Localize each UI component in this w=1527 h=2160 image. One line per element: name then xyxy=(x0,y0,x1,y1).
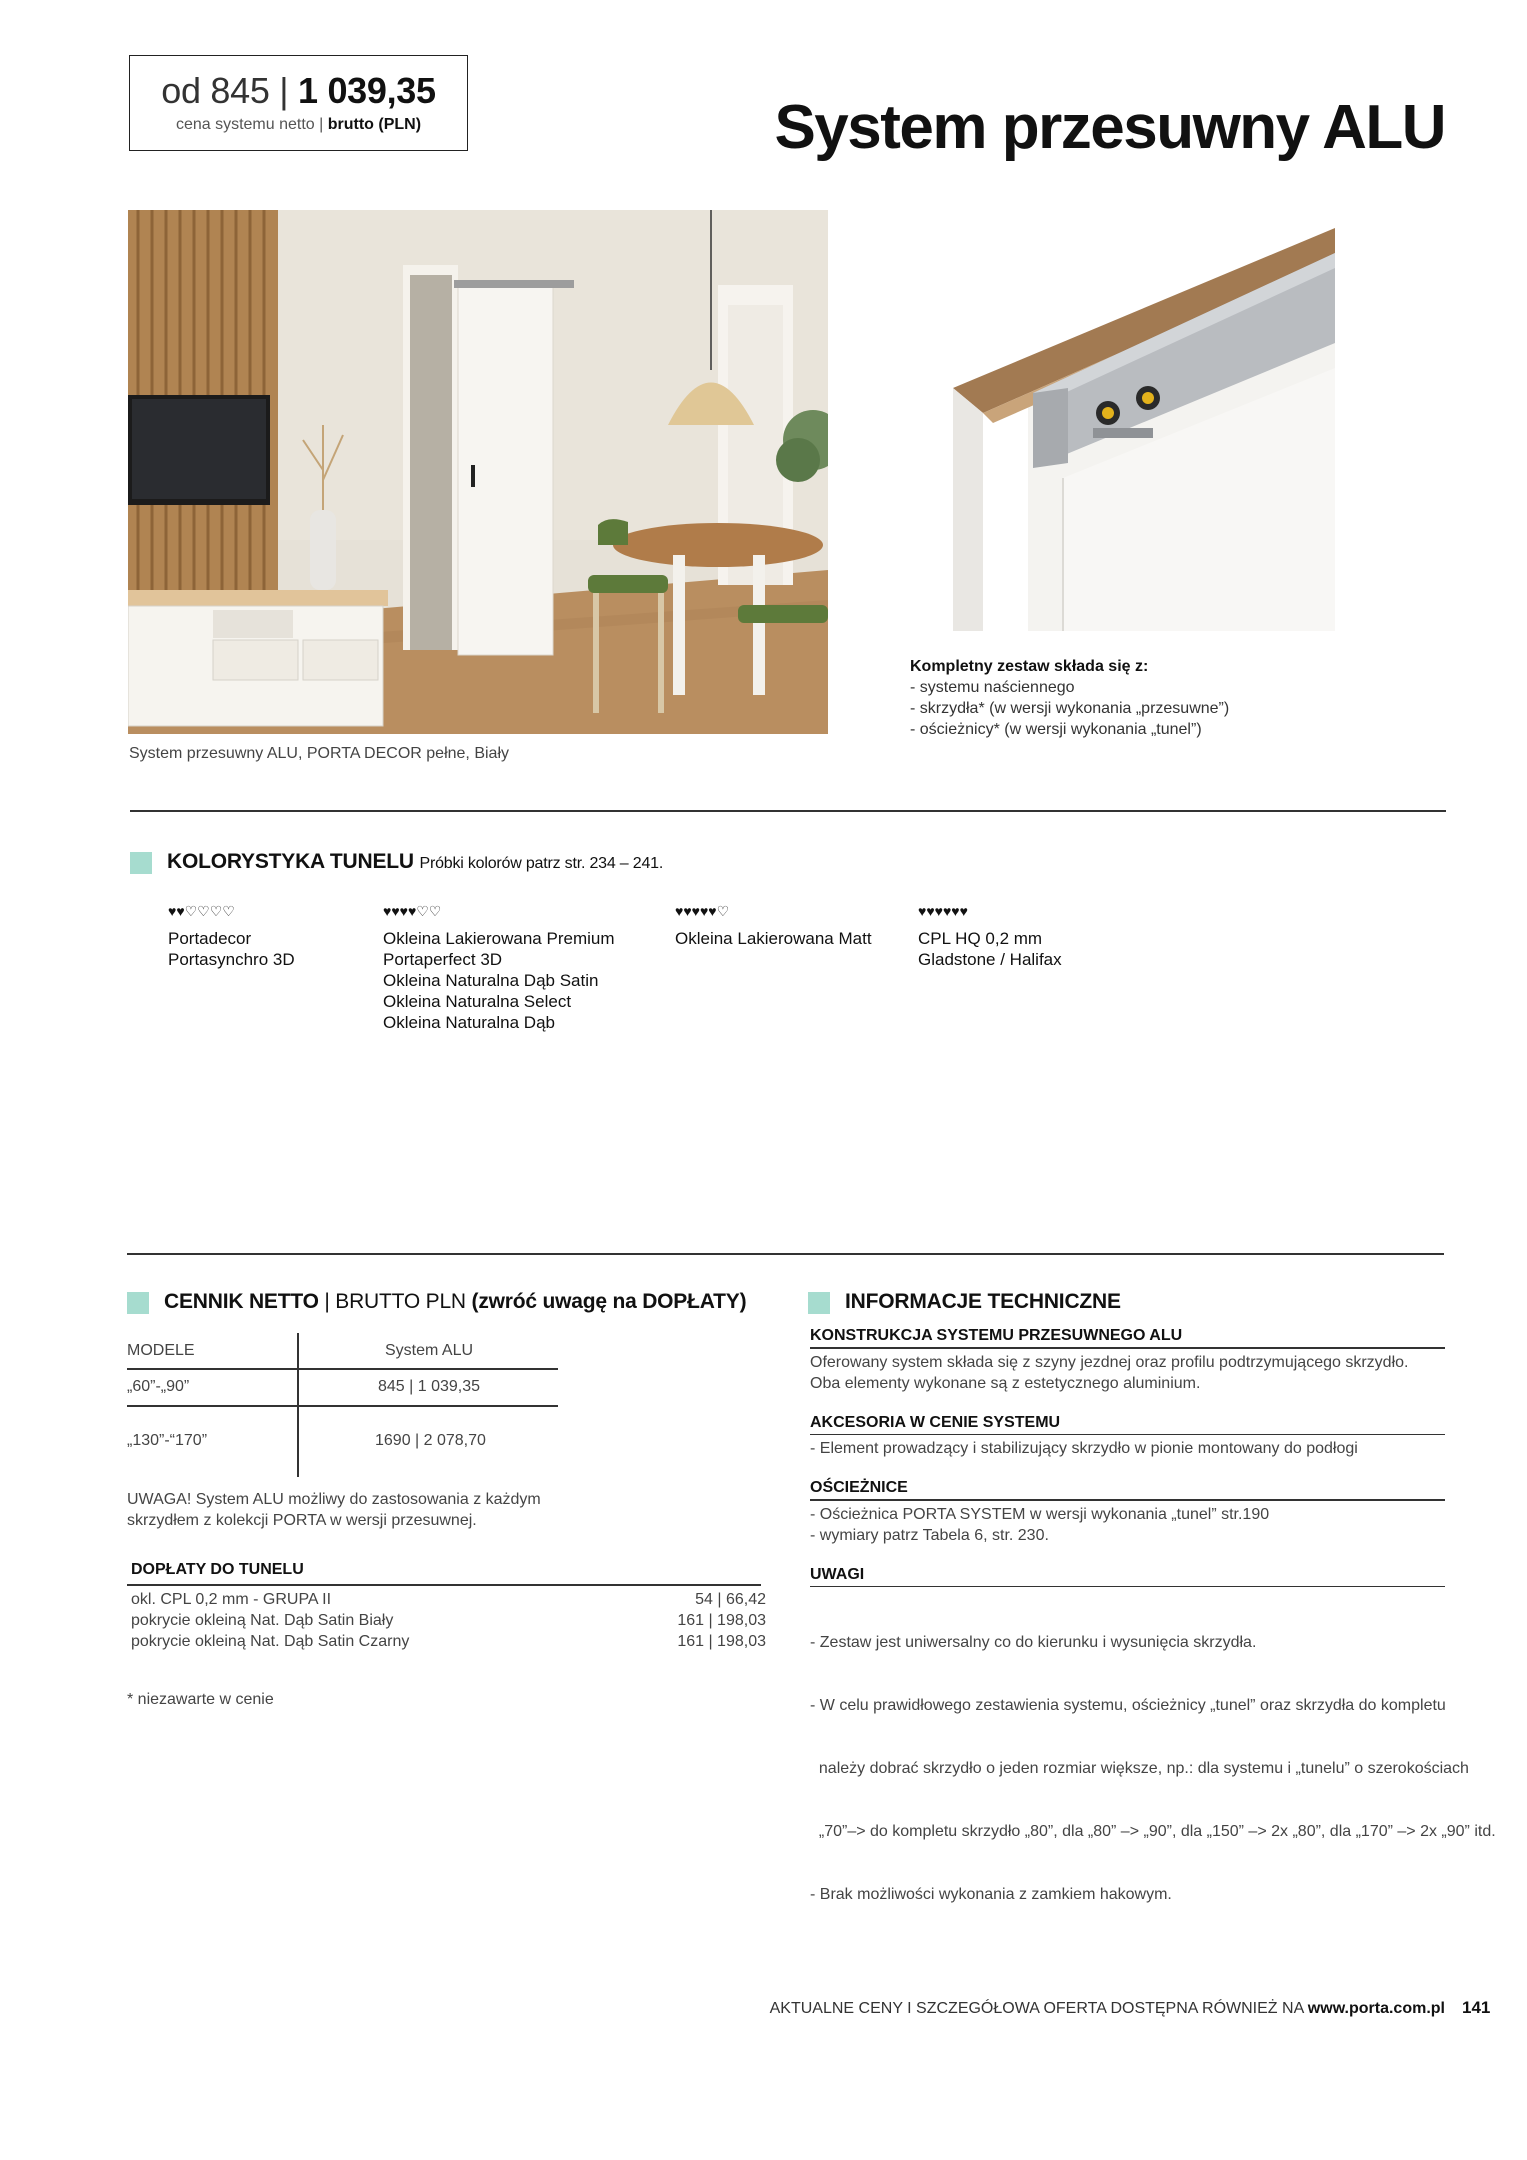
pricing-heading xyxy=(164,1290,746,1314)
tech-section-title: UWAGI xyxy=(810,1565,865,1583)
product-detail-image xyxy=(933,228,1335,631)
table-row-model: „60”-„90” xyxy=(127,1378,190,1395)
price-main xyxy=(130,70,467,112)
color-option: Okleina Naturalna Dąb Satin xyxy=(383,971,599,990)
surcharge-label: pokrycie okleiną Nat. Dąb Satin Czarny xyxy=(131,1633,410,1650)
tech-section-line xyxy=(810,1499,1445,1501)
color-option: Okleina Lakierowana Premium xyxy=(383,929,615,948)
section-marker-square xyxy=(130,852,152,874)
table-row-model: „130”-“170” xyxy=(127,1432,208,1449)
color-group xyxy=(383,901,615,1033)
kit-list xyxy=(910,656,1229,740)
sliding-rail-illustration xyxy=(933,228,1335,631)
price-box xyxy=(129,55,468,151)
rating-hearts-icon: ♥♥♡♡♡♡ xyxy=(168,903,235,919)
tech-line: - Zestaw jest uniwersalny co do kierunku i wysunięcia skrzydła. xyxy=(810,1634,1257,1651)
rating-hearts-icon: ♥♥♥♥♥♥ xyxy=(918,903,968,919)
tech-line: „70”–> do kompletu skrzydło „80”, dla „80” –> „90”, dla „150” –> 2x „80”, dla „170” –> 2x „90” itd. xyxy=(810,1823,1496,1840)
kit-item: - skrzydła* (w wersji wykonania „przesuwne”) xyxy=(910,700,1230,717)
footnote: * niezawarte w cenie xyxy=(127,1691,274,1708)
footer-text: AKTUALNE CENY I SZCZEGÓŁOWA OFERTA DOSTĘPNA RÓWNIEŻ NA xyxy=(769,2000,1308,2017)
tech-section-line xyxy=(810,1434,1445,1436)
table-header-system: System ALU xyxy=(385,1342,474,1359)
rating-hearts-icon: ♥♥♥♥♡♡ xyxy=(383,903,442,919)
warning-line: UWAGA! System ALU możliwy do zastosowania z każdym xyxy=(127,1491,541,1508)
color-option: Portasynchro 3D xyxy=(168,950,295,969)
tech-section-title: AKCESORIA W CENIE SYSTEMU xyxy=(810,1413,1061,1431)
tech-section-line xyxy=(810,1347,1445,1349)
price-sub-label xyxy=(130,116,467,134)
kit-heading: Kompletny zestaw składa się z: xyxy=(910,658,1149,675)
tech-line: należy dobrać skrzydło o jeden rozmiar większe, np.: dla systemu i „tunelu” o szerokościach xyxy=(810,1760,1469,1777)
tech-line: Oferowany system składa się z szyny jezdnej oraz profilu podtrzymującego skrzydło. xyxy=(810,1353,1409,1371)
pricing-heading-netto: CENNIK NETTO xyxy=(164,1290,319,1313)
price-from: od 845 xyxy=(161,70,270,111)
page-title: System przesuwny ALU xyxy=(774,93,1445,162)
price-sub-netto: cena systemu netto xyxy=(175,116,315,133)
surcharge-price: 161 | 198,03 xyxy=(677,1633,766,1650)
tech-line: - wymiary patrz Tabela 6, str. 230. xyxy=(810,1526,1049,1544)
tech-section-body xyxy=(810,1590,1496,1947)
photo-caption: System przesuwny ALU, PORTA DECOR pełne, Biały xyxy=(129,745,509,762)
table-row-price: 845 | 1 039,35 xyxy=(378,1378,481,1395)
surcharge-list xyxy=(131,1589,766,1652)
tech-line: - Brak możliwości wykonania z zamkiem hakowym. xyxy=(810,1886,1172,1903)
kit-item: - systemu naściennego xyxy=(910,679,1075,696)
price-gross: 1 039,35 xyxy=(298,70,436,111)
tech-heading: INFORMACJE TECHNICZNE xyxy=(845,1290,1121,1313)
tech-section-line xyxy=(810,1586,1445,1588)
page-number: 141 xyxy=(1462,1998,1491,2017)
rating-hearts-icon: ♥♥♥♥♥♡ xyxy=(675,903,730,919)
kit-item: - ościeżnicy* (w wersji wykonania „tunel”) xyxy=(910,721,1202,738)
colors-heading: KOLORYSTYKA TUNELU xyxy=(167,850,414,873)
divider xyxy=(130,810,1446,812)
color-option: Okleina Lakierowana Matt xyxy=(675,929,872,948)
color-group xyxy=(675,901,872,949)
color-option: Gladstone / Halifax xyxy=(918,950,1062,969)
section-marker-square xyxy=(808,1292,830,1314)
warning-line: skrzydłem z kolekcji PORTA w wersji przesuwnej. xyxy=(127,1512,477,1529)
tech-line: - Ościeżnica PORTA SYSTEM w wersji wykonania „tunel” str.190 xyxy=(810,1505,1270,1523)
colors-heading-line xyxy=(167,850,663,874)
tech-section-body xyxy=(810,1504,1445,1546)
color-option: Okleina Naturalna Dąb xyxy=(383,1013,555,1032)
color-group xyxy=(168,901,295,970)
pricing-heading-note: (zwróć uwagę na DOPŁATY) xyxy=(471,1290,747,1313)
surcharge-label: okl. CPL 0,2 mm - GRUPA II xyxy=(131,1591,332,1608)
surcharge-price: 54 | 66,42 xyxy=(695,1591,766,1608)
room-photo-illustration xyxy=(128,210,828,734)
surcharge-row xyxy=(131,1631,766,1652)
price-sub-brutto: brutto (PLN) xyxy=(327,116,422,133)
room-photo xyxy=(128,210,828,734)
pricing-heading-sep: | xyxy=(318,1290,336,1313)
tech-line: Oba elementy wykonane są z estetycznego aluminium. xyxy=(810,1374,1201,1392)
color-option: Portaperfect 3D xyxy=(383,950,503,969)
tech-section-body xyxy=(810,1352,1445,1394)
surcharge-price: 161 | 198,03 xyxy=(677,1612,766,1629)
price-separator: | xyxy=(279,70,289,111)
divider xyxy=(127,1253,1444,1255)
footer-url[interactable]: www.porta.com.pl xyxy=(1307,2000,1445,2017)
color-group xyxy=(918,901,1062,970)
footer xyxy=(770,2000,1445,2018)
pricing-heading-brutto: BRUTTO PLN xyxy=(335,1290,472,1313)
color-option: Portadecor xyxy=(168,929,252,948)
tech-section-title: KONSTRUKCJA SYSTEMU PRZESUWNEGO ALU xyxy=(810,1327,1183,1344)
surcharge-row xyxy=(131,1589,766,1610)
table-row-price: 1690 | 2 078,70 xyxy=(375,1432,486,1449)
colors-note: Próbki kolorów patrz str. 234 – 241. xyxy=(419,855,664,872)
table-header-models: MODELE xyxy=(127,1342,195,1359)
tech-line: - Element prowadzący i stabilizujący skrzydło w pionie montowany do podłogi xyxy=(810,1440,1358,1457)
tech-line: - W celu prawidłowego zestawienia systemu, ościeżnicy „tunel” oraz skrzydła do kompletu xyxy=(810,1697,1446,1714)
color-option: Okleina Naturalna Select xyxy=(383,992,572,1011)
surcharge-heading: DOPŁATY DO TUNELU xyxy=(131,1561,304,1578)
table-line xyxy=(127,1405,558,1407)
tech-section-title: OŚCIEŻNICE xyxy=(810,1479,908,1496)
tech-sections xyxy=(810,1327,1496,1947)
tech-section-body xyxy=(810,1438,1445,1459)
surcharge-row xyxy=(131,1610,766,1631)
pricing-warning xyxy=(127,1489,541,1531)
surcharge-line xyxy=(127,1584,761,1586)
section-marker-square xyxy=(127,1292,149,1314)
price-sub-sep: | xyxy=(319,116,324,133)
surcharge-label: pokrycie okleiną Nat. Dąb Satin Biały xyxy=(131,1612,394,1629)
table-line xyxy=(127,1368,558,1370)
color-option: CPL HQ 0,2 mm xyxy=(918,929,1043,948)
